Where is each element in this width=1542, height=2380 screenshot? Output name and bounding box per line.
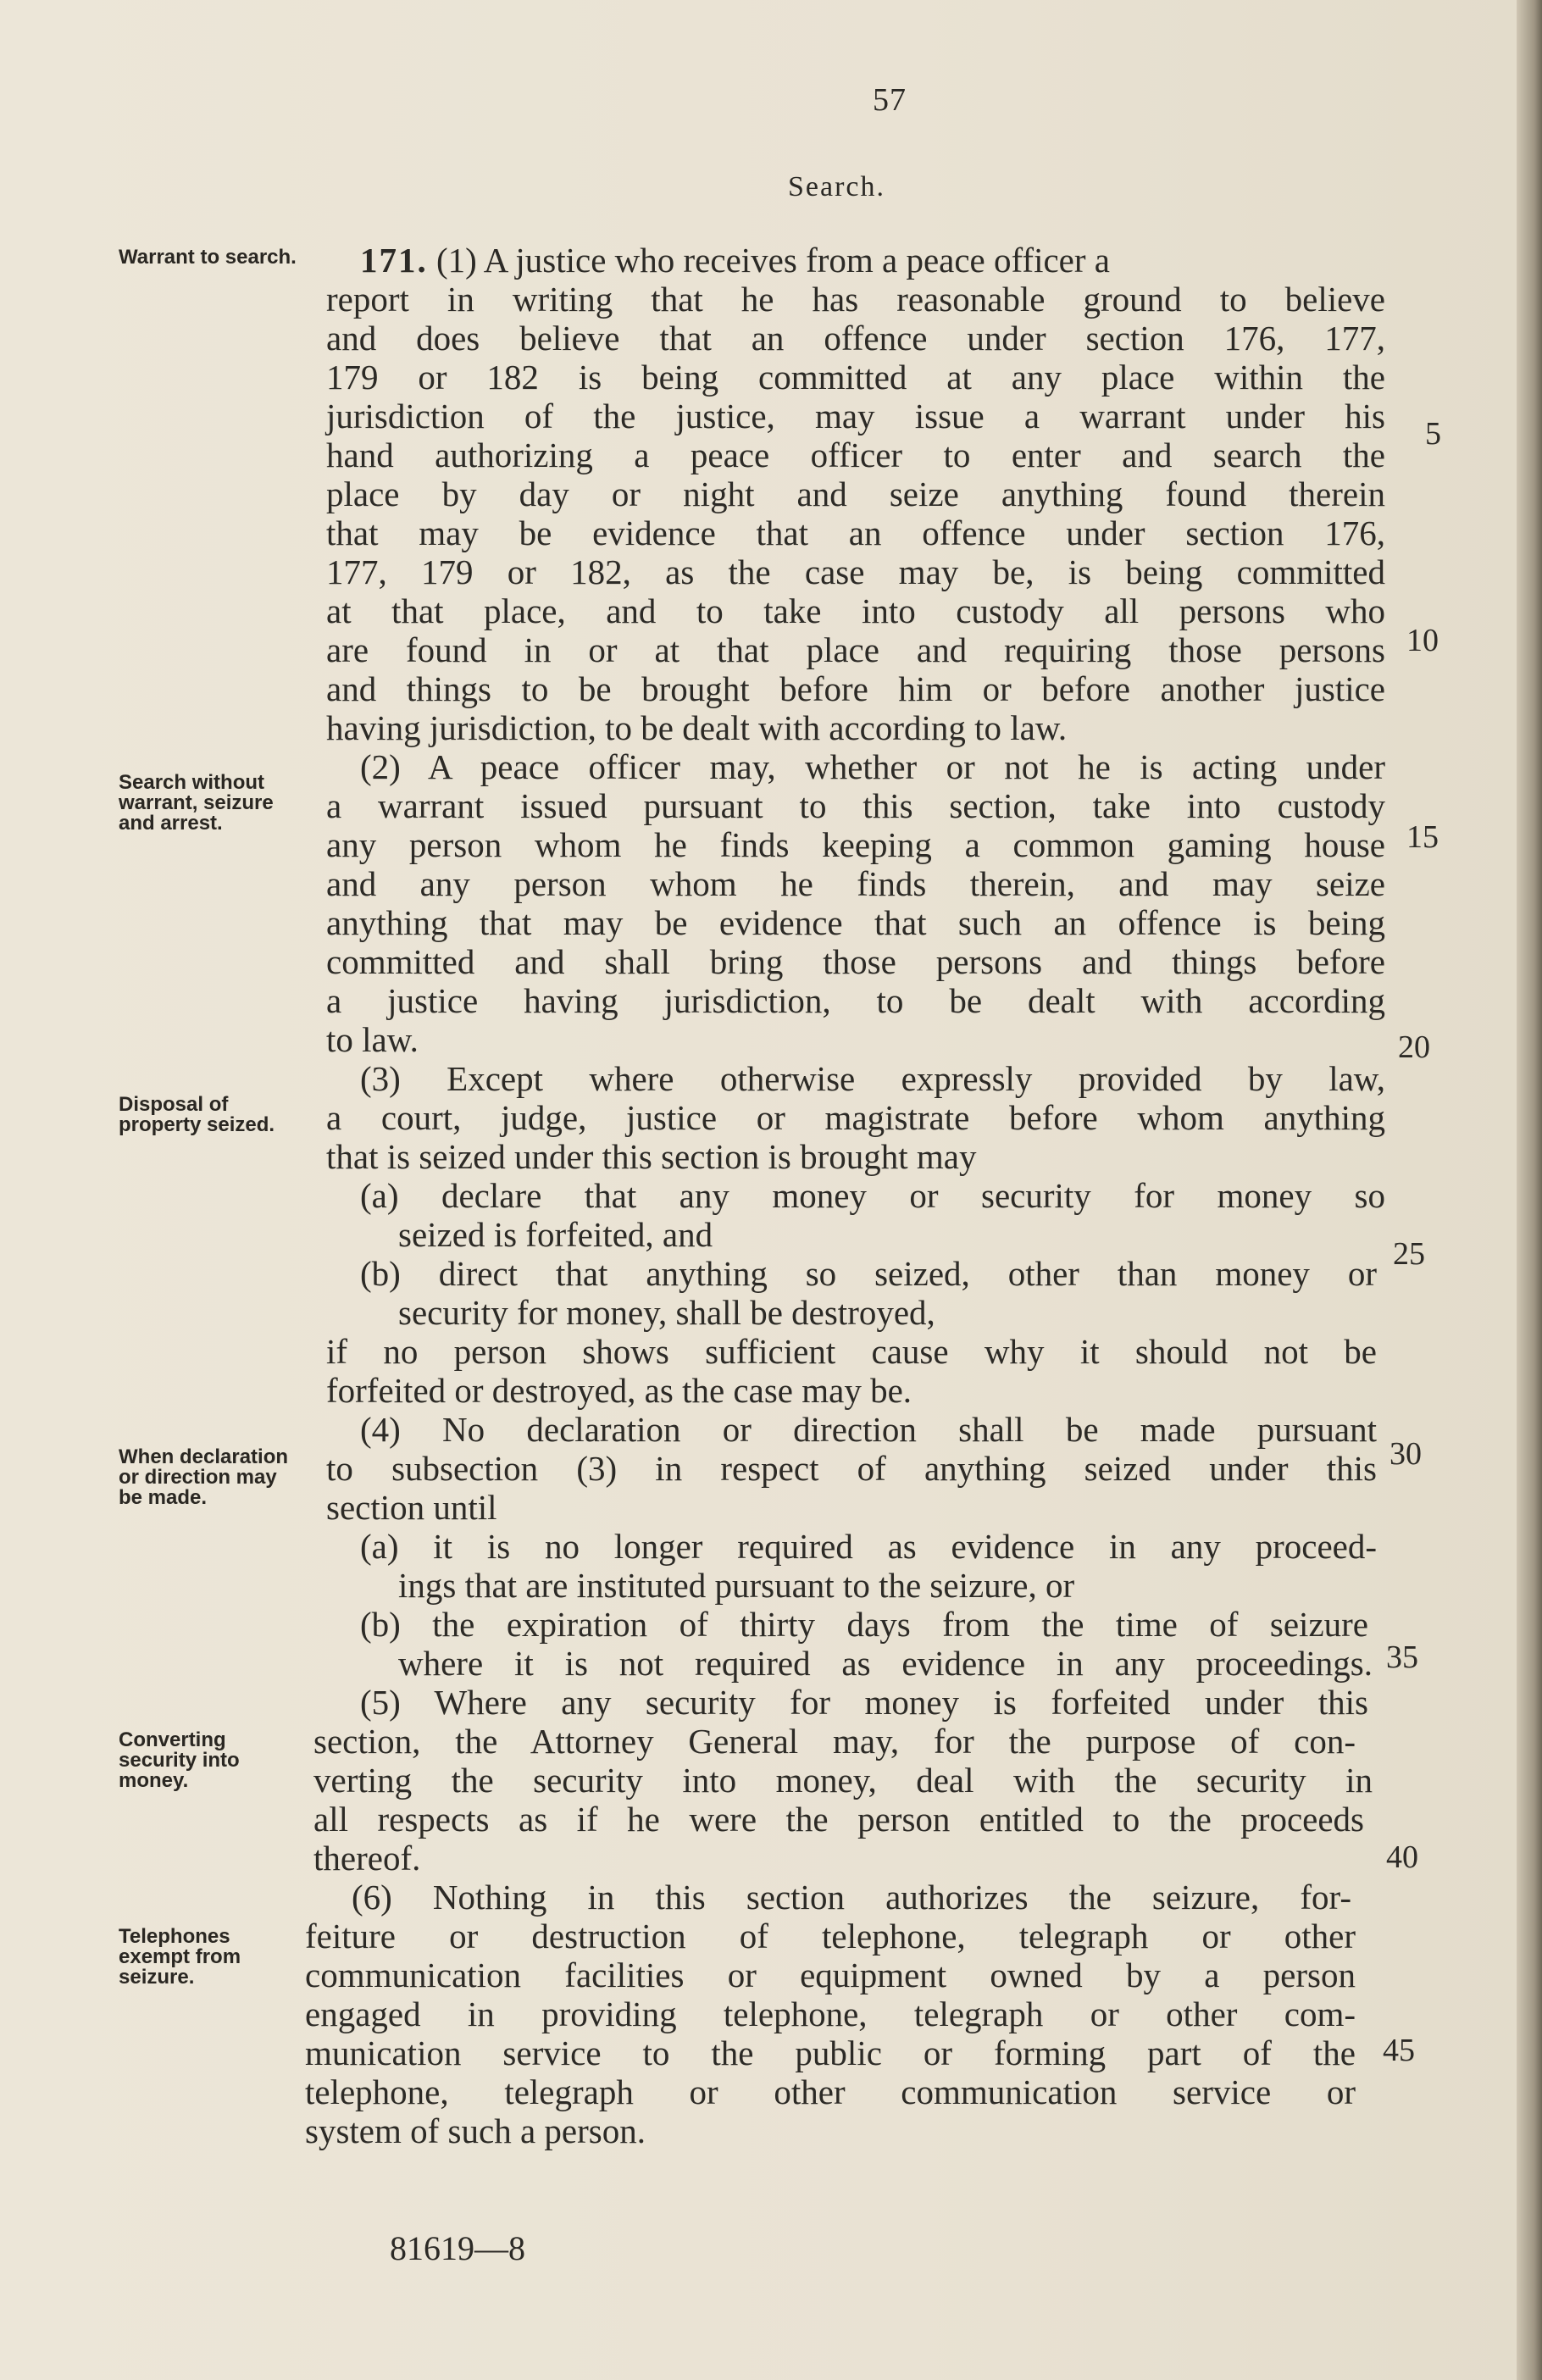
text-line-content: (1) A justice who receives from a peace officer a (427, 241, 1110, 280)
text-line: 179 or 182 is being committed at any place within the (326, 358, 1385, 397)
marginal-note-disposal: Disposal of property seized. (119, 1093, 275, 1136)
text-line: 177, 179 or 182, as the case may be, is being committed (326, 552, 1385, 591)
text-line: having jurisdiction, to be dealt with according to law. (326, 708, 1068, 747)
marginal-note-search-without-warrant: Search without warrant, seizure and arrest. (119, 771, 274, 835)
text-line: (4) No declaration or direction shall be made pursuant (360, 1410, 1377, 1449)
text-line: if no person shows sufficient cause why it should not be (326, 1332, 1377, 1371)
text-line: verting the security into money, deal with the security in (313, 1761, 1373, 1800)
text-line: anything that may be evidence that such an offence is being (326, 903, 1385, 942)
line-number: 45 (1383, 2033, 1415, 2068)
line-number: 5 (1425, 416, 1441, 452)
line-number: 25 (1393, 1236, 1425, 1272)
text-line: place by day or night and seize anything found therein (326, 474, 1385, 513)
print-code-footer: 81619—8 (390, 2229, 525, 2267)
text-line: (a) it is no longer required as evidence in any proceed- (360, 1527, 1377, 1566)
text-line: telephone, telegraph or other communication service or (305, 2072, 1356, 2111)
line-number: 20 (1398, 1029, 1430, 1065)
line-number: 30 (1389, 1436, 1422, 1472)
text-line: seized is forfeited, and (398, 1215, 713, 1254)
text-line: all respects as if he were the person entitled to the proceeds (313, 1800, 1364, 1839)
text-line: feiture or destruction of telephone, telegraph or other (305, 1917, 1356, 1956)
text-line: (2) A peace officer may, whether or not he is acting under (360, 747, 1385, 786)
line-number: 10 (1406, 623, 1439, 658)
text-line: (b) direct that anything so seized, other than money or (360, 1254, 1377, 1293)
text-line: system of such a person. (305, 2111, 646, 2150)
text-line: section, the Attorney General may, for the purpose of con- (313, 1722, 1356, 1761)
text-line: that may be evidence that an offence under section 176, (326, 513, 1385, 552)
text-line: ings that are instituted pursuant to the seizure, or (398, 1566, 1075, 1605)
line-number: 15 (1406, 819, 1439, 855)
section-heading: Search. (788, 171, 886, 202)
marginal-note-declaration: When declaration or direction may be made. (119, 1445, 289, 1509)
text-line: (a) declare that any money or security for money so (360, 1176, 1385, 1215)
text-line: committed and shall bring those persons and things before (326, 942, 1385, 981)
text-line: forfeited or destroyed, as the case may be. (326, 1371, 912, 1410)
section-number: 171. (360, 241, 428, 280)
text-line: (3) Except where otherwise expressly provided by law, (360, 1059, 1385, 1098)
text-line: to law. (326, 1020, 419, 1059)
text-line: a warrant issued pursuant to this section, take into custody (326, 786, 1385, 825)
text-line: that is seized under this section is brought may (326, 1137, 977, 1176)
text-line: communication facilities or equipment owned by a person (305, 1956, 1356, 1994)
text-line: and things to be brought before him or before another justice (326, 669, 1385, 708)
book-spine-shadow (1517, 0, 1542, 2380)
text-line: (5) Where any security for money is forfeited under this (360, 1683, 1368, 1722)
text-line: (6) Nothing in this section authorizes the seizure, for- (352, 1878, 1351, 1917)
text-line: any person whom he finds keeping a common gaming house (326, 825, 1385, 864)
text-line: security for money, shall be destroyed, (398, 1293, 935, 1332)
text-line: engaged in providing telephone, telegraph or other com- (305, 1994, 1356, 2033)
marginal-note-converting: Converting security into money. (119, 1728, 240, 1792)
text-line: and any person whom he finds therein, and may seize (326, 864, 1385, 903)
marginal-note-telephones: Telephones exempt from seizure. (119, 1925, 241, 1989)
line-number: 35 (1386, 1639, 1418, 1675)
marginal-note-warrant: Warrant to search. (119, 246, 297, 269)
text-line: section until (326, 1488, 497, 1527)
text-line: a justice having jurisdiction, to be dealt with according (326, 981, 1385, 1020)
text-line: thereof. (313, 1839, 421, 1878)
text-line: to subsection (3) in respect of anything seized under this (326, 1449, 1377, 1488)
text-line: where it is not required as evidence in any proceedings. (398, 1644, 1373, 1683)
text-line: (b) the expiration of thirty days from the time of seizure (360, 1605, 1368, 1644)
text-line: at that place, and to take into custody all persons who (326, 591, 1385, 630)
line-number: 40 (1386, 1839, 1418, 1875)
text-line: a court, judge, justice or magistrate before whom anything (326, 1098, 1385, 1137)
text-line (360, 241, 1419, 280)
text-line: munication service to the public or forming part of the (305, 2033, 1356, 2072)
text-line: report in writing that he has reasonable ground to believe (326, 280, 1385, 319)
text-line: jurisdiction of the justice, may issue a warrant under his (326, 397, 1385, 436)
text-line: are found in or at that place and requiring those persons (326, 630, 1385, 669)
text-line: hand authorizing a peace officer to enter and search the (326, 436, 1385, 474)
page-number: 57 (873, 82, 907, 118)
text-line: and does believe that an offence under section 176, 177, (326, 319, 1385, 358)
